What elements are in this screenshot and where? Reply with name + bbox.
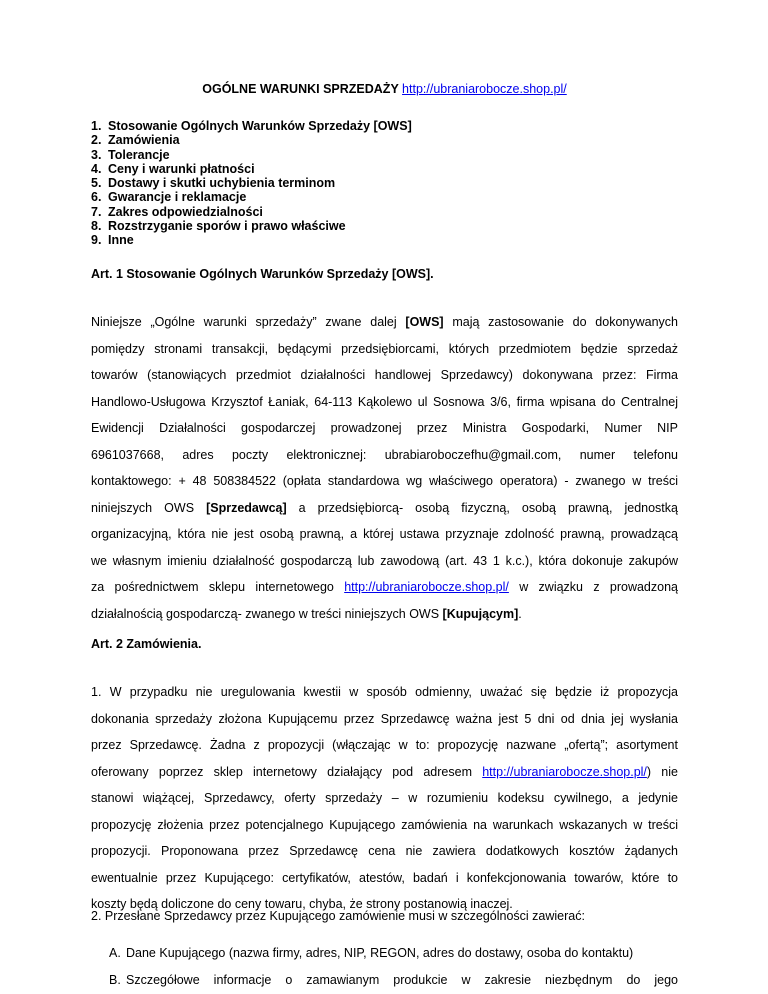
art2-paragraph-2 <box>91 903 678 930</box>
toc-item: 7. Zakres odpowiedzialności <box>91 204 263 219</box>
toc-item: 6. Gwarancje i reklamacje <box>91 190 247 205</box>
text-line: oferowany poprzez sklep internetowy działający pod adresem http://ubraniarobocze.shop.pl/) nie <box>91 764 678 779</box>
text-line: działalnością gospodarczą- zwanego w treści niniejszych OWS [Kupującym]. <box>91 606 522 621</box>
art1-paragraph <box>91 309 678 627</box>
list-item: A. Dane Kupującego (nazwa firmy, adres, NIP, REGON, adres do dostawy, osoba do kontaktu) <box>109 946 634 960</box>
text-line: 6961037668, adres poczty elektronicznej: ubrabiaroboczefhu@gmail.com, numer telefonu <box>91 447 678 462</box>
art1-heading: Art. 1 Stosowanie Ogólnych Warunków Sprzedaży [OWS]. <box>91 267 434 281</box>
text-line: propozycję złożenia przez potencjalnego Kupującego zamówienia na warunkach wskazanych w treści <box>91 817 678 832</box>
toc-item: 1. Stosowanie Ogólnych Warunków Sprzedaży [OWS] <box>91 119 412 133</box>
text-line: Handlowo-Usługowa Krzysztof Łaniak, 64-113 Kąkolewo ul Sosnowa 3/6, firma wpisana do Centralnej <box>91 394 678 409</box>
art2-heading: Art. 2 Zamówienia. <box>91 637 202 651</box>
title-text: OGÓLNE WARUNKI SPRZEDAŻY <box>202 82 399 96</box>
document-title <box>91 82 678 96</box>
text-line: przez Sprzedawcę. Żadna z propozycji (włączając w to: propozycję nazwane „ofertą”; asortyment <box>91 738 678 752</box>
toc-item: 9. Inne <box>91 233 134 248</box>
order-requirements-list <box>109 940 678 993</box>
text-line: stanowi wiążącej, Sprzedawcy, oferty sprzedaży – w rozumieniu kodeksu cywilnego, a jedynie <box>91 791 678 805</box>
toc-item: 4. Ceny i warunki płatności <box>91 161 255 176</box>
shop-link[interactable]: http://ubraniarobocze.shop.pl/ <box>482 764 647 779</box>
text-line: Niniejsze „Ogólne warunki sprzedaży” zwane dalej [OWS] mają zastosowanie do dokonywanych <box>91 315 678 329</box>
text-line: we własnym imieniu działalność gospodarczą lub zawodową (art. 43 1 k.c.), która dokonuje zakupów <box>91 553 678 568</box>
text-line: kontaktowego: + 48 508384522 (opłata standardowa wg właściwego operatora) - zwanego w treści <box>91 474 678 488</box>
toc-item: 3. Tolerancje <box>91 147 170 162</box>
shop-link[interactable]: http://ubraniarobocze.shop.pl/ <box>344 580 509 594</box>
list-item: B. Szczegółowe informacje o zamawianym produkcie w zakresie niezbędnym do jego <box>109 972 678 987</box>
text-line: niniejszych OWS [Sprzedawcą] a przedsiębiorcą- osobą fizyczną, osobą prawną, jednostką <box>91 500 678 515</box>
text-line: za pośrednictwem sklepu internetowego http://ubraniarobocze.shop.pl/ w związku z prowadzoną <box>91 580 678 594</box>
text-line: pomiędzy stronami transakcji, będącymi przedsiębiorcami, których przedmiotem będzie sprzedaż <box>91 341 678 356</box>
text-line: dokonania sprzedaży złożona Kupującemu przez Sprzedawcę ważna jest 5 dni od dnia jej wysłania <box>91 711 678 726</box>
table-of-contents <box>91 119 412 248</box>
text-line: towarów (stanowiących przedmiot działalności handlowej Sprzedawcy) dokonywana przez: Firma <box>91 368 678 382</box>
text-line: koszty będą doliczone do ceny towaru, chyba, że strony postanowią inaczej. <box>91 897 513 911</box>
text-line: 2. Przesłane Sprzedawcy przez Kupującego zamówienie musi w szczególności zawierać: <box>91 909 585 923</box>
art2-paragraph-1 <box>91 679 678 918</box>
toc-item: 5. Dostawy i skutki uchybienia terminom <box>91 176 336 191</box>
text-line: organizacyjną, która nie jest osobą prawną, a której ustawa przyznaje zdolność prawną, prowadzącą <box>91 527 678 541</box>
toc-item: 8. Rozstrzyganie sporów i prawo właściwe <box>91 219 346 234</box>
title-shop-link[interactable]: http://ubraniarobocze.shop.pl/ <box>402 82 567 96</box>
text-line: Ewidencji Działalności gospodarczej prowadzonej przez Ministra Gospodarki, Numer NIP <box>91 421 678 435</box>
toc-item: 2. Zamówienia <box>91 133 180 148</box>
text-line: ewentualnie przez Kupującego: certyfikatów, atestów, badań i konfekcjonowania towarów, które to <box>91 870 678 885</box>
text-line: 1. W przypadku nie uregulowania kwestii w sposób odmienny, uważać się będzie iż propozycja <box>91 685 678 699</box>
text-line: propozycji. Proponowana przez Sprzedawcę cena nie zawiera dodatkowych kosztów żądanych <box>91 844 678 858</box>
